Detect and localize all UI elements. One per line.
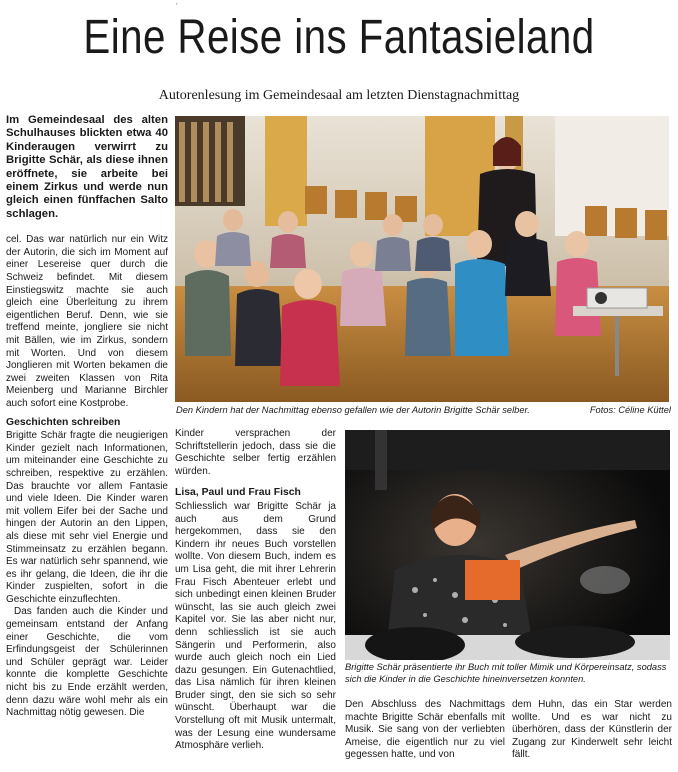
middle-column bbox=[175, 428, 336, 753]
paragraph-huhn: dem Huhn, das ein Star werden wollte. Und es war nicht zu überhören, dass der Künstlerin der Zugang zur Kinderwelt sehr leicht fällt. bbox=[512, 699, 672, 761]
photo-author-reading-image bbox=[345, 430, 670, 660]
photo1-credit: Fotos: Céline Küttel bbox=[589, 405, 671, 415]
paragraph-continuation: Kinder versprachen der Schriftstellerin jedoch, dass sie die Geschichte selber fertig erzählen würden. bbox=[175, 428, 336, 477]
paragraph-geschichten-1: Brigitte Schär fragte die neugierigen Kinder gezielt nach Informationen, um miteinander eine Geschichte zu schreiben, respektive zu erzählen. Das brauchte vor allem Fantasie und viele Ideen. Die Kinder waren mit vollem Eifer bei der Sache und hingen der Autorin an den Lippen, als diese mit sehr viel Energie und Stimmeinsatz zu erzählen begann. Es war natürlich sehr spannend, wie es ihr gelang, die Ideen, die ihr die Kinder zuspielten, sofort in die Geschichte einzuflechten. bbox=[6, 430, 168, 605]
photo1-caption: Den Kindern hat der Nachmittag ebenso gefallen wie der Autorin Brigitte Schär selber. bbox=[176, 405, 530, 415]
photo-children-audience-image bbox=[175, 116, 669, 402]
left-column bbox=[6, 114, 168, 720]
col3-bottom bbox=[345, 699, 505, 762]
photo-author-reading bbox=[345, 430, 670, 660]
paragraph-lisa: Schliesslich war Brigitte Schär ja auch aus dem Grund hergekommen, dass sie den Kindern ihr neues Buch vorstellen wollte. Von diesem Buch, indem es um Lisa geht, die mit ihrer Lehrerin Frau Fisch Abenteuer erlebt und sich unbedingt einen kleinen Bruder wünscht, las sie auch gleich zwei Kapitel vor. Sie las aber nicht nur, denn schliesslich ist sie auch Sängerin und Performerin, also wurde auch gleich noch ein Lied dazu gesungen. Ein Gutenachtlied, das Lisa nämlich für ihren kleinen Bruder singt, den sie sich so sehr wünscht. Überhaupt war die Vorstellung oft mit Musik untermalt, was der Lesung eine wundersame Atmosphäre verlieh. bbox=[175, 500, 336, 752]
paragraph-geschichten-2: Das fanden auch die Kinder und gemeinsam entstand der Anfang einer Geschichte, die vom Erfindungsgeist der Schülerinnen und Schüler geprägt war. Leider konnte die komplette Geschichte nicht bis zu Ende erzählt werden, denn dazu wäre wohl mehr als ein Nachmittag nötig gewesen. Die bbox=[6, 606, 168, 719]
section-heading-lisa: Lisa, Paul und Frau Fisch bbox=[175, 487, 301, 499]
photo2-caption: Brigitte Schär präsentierte ihr Buch mit toller Mimik und Körpereinsatz, sodass sich die Kinder in die Geschichte hineinversetzen konnten. bbox=[345, 662, 667, 684]
article-headline: Eine Reise ins Fantasieland bbox=[83, 11, 595, 64]
article-subheadline: Autorenlesung im Gemeindesaal am letzten Dienstagnachmittag bbox=[158, 88, 520, 103]
article-lead: Im Gemeindesaal des alten Schulhauses blickten etwa 40 Kinderaugen verwirrt zu Brigitte Schär, als diese ihnen eröffnete, sie arbeite bei einem Zirkus und werde nun gleich einen fünffachen Salto schlagen. bbox=[6, 114, 168, 220]
col4-bottom bbox=[512, 699, 672, 762]
section-heading-geschichten: Geschichten schreiben bbox=[6, 416, 121, 428]
photo-children-audience bbox=[175, 116, 669, 402]
paragraph-abschluss: Den Abschluss des Nachmittags machte Brigitte Schär ebenfalls mit Musik. Sie sang von der verliebten Ameise, die eigentlich nur zu viel gegessen hatte, und von bbox=[345, 699, 505, 761]
intro-paragraph: cel. Das war natürlich nur ein Witz der Autorin, die sich im Moment auf einer Lesereise quer durch die Schweiz befindet. Mit diesem Einstiegswitz machte sie auch gleich eine Überleitung zu ihrem eigentlichen Beruf. Denn, wie sie treffend meinte, jongliere sie nicht mit Bällen, wie im Zirkus, sondern mit Worten. Und von diesem Jonglieren mit Worten bekamen die zwei zweiten Klassen von Rita Meienberg und Marianne Birchler auch sofort eine Kostprobe. bbox=[6, 234, 168, 409]
page-top-mark: , bbox=[176, 0, 178, 6]
